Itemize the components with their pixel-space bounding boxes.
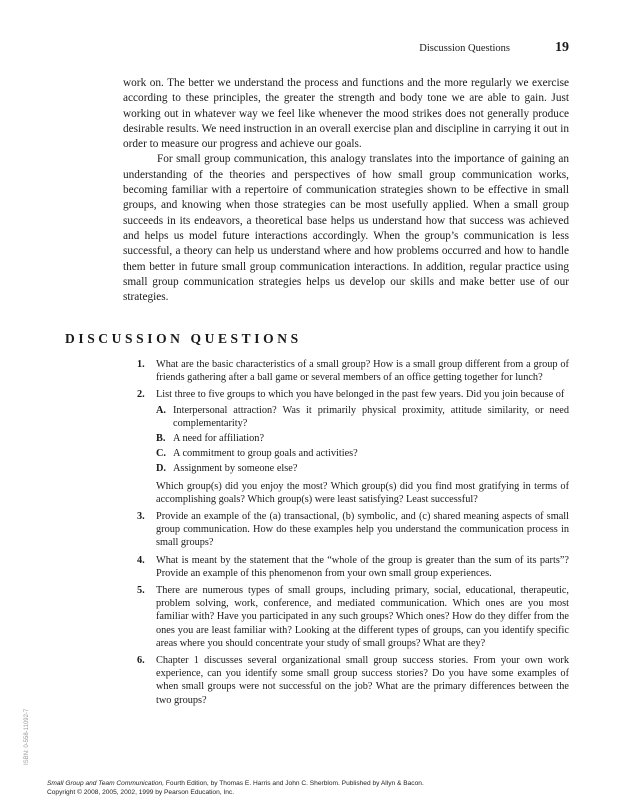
question-list — [137, 358, 569, 711]
footer-citation: Fourth Edition, by Thomas E. Harris and John C. Sherblom. Published by Allyn & Bacon. — [164, 780, 424, 787]
sub-item-letter: D. — [156, 463, 167, 475]
question-number: 3. — [137, 511, 145, 523]
section-heading: DISCUSSION QUESTIONS — [65, 331, 302, 346]
question-number: 4. — [137, 554, 145, 566]
sub-item — [156, 462, 569, 475]
sub-item-text: Interpersonal attraction? Was it primarily physical proximity, attitude similarity, or need complementarity? — [173, 404, 569, 429]
running-header — [0, 40, 617, 56]
sub-item-letter: A. — [156, 404, 167, 416]
page-number: 19 — [555, 40, 569, 55]
isbn-side-note: ISBN: 0-558-11092-7 — [24, 708, 30, 765]
footer-copyright: Copyright © 2008, 2005, 2002, 1999 by Pearson Education, Inc. — [47, 788, 235, 796]
copyright-footer — [47, 780, 424, 797]
question-item — [137, 388, 569, 506]
question-follow-up: Which group(s) did you enjoy the most? Which group(s) did you find most gratifying in terms of accomplishing goals? Which group(s) were least satisfying? Least successful? — [156, 480, 569, 505]
footer-book-title: Small Group and Team Communication, — [47, 780, 165, 787]
question-text: What are the basic characteristics of a small group? How is a small group different from a group of friends gathering after a ball game or several members of an office getting together for lunch? — [156, 359, 569, 384]
question-number: 2. — [137, 389, 145, 401]
body-paragraph-2: For small group communication, this analogy translates into the importance of gaining an understanding of the theories and perspectives of how small group communication works, becoming familiar with a repertoire of communication strategies shown to be effective in small groups, and knowing when those strategies can be most usefully applied. When a small group succeeds in its endeavors, a theoretical base helps us understand how that success was achieved and helps us model future interactions accordingly. When the group’s communication is less successful, a theory can help us understand where and how problems occurred and how to handle them better in future small group communication interactions. In addition, regular practice using small group communication strategies helps us develop our skills and make better use of our strategies. — [123, 153, 569, 304]
sub-item-text: A need for affiliation? — [173, 433, 265, 445]
sub-item — [156, 447, 569, 460]
sub-item — [156, 432, 569, 445]
question-number: 1. — [137, 359, 145, 370]
question-text: List three to five groups to which you have belonged in the past few years. Did you join because of — [156, 389, 565, 401]
sub-item-text: A commitment to group goals and activities? — [173, 448, 358, 460]
question-item — [137, 654, 569, 707]
question-text: There are numerous types of small groups, including primary, social, educational, therapeutic, problem solving, work, conference, and mediated communication. Which ones are you most familiar with? Have you participated in any such groups? Which ones? How do they differ from the ones you are least familiar with? Looking at the different types of groups, can you identify specific areas where you should concentrate your study of small groups? What are they? — [156, 585, 569, 649]
question-item — [137, 510, 569, 550]
sub-item-text: Assignment by someone else? — [173, 463, 298, 475]
question-item — [137, 554, 569, 580]
question-item — [137, 358, 569, 384]
question-item — [137, 584, 569, 650]
question-number: 5. — [137, 585, 145, 597]
body-text — [123, 76, 569, 305]
question-text: Provide an example of the (a) transactional, (b) symbolic, and (c) shared meaning aspects of small group communication. How do these examples help you understand the communication process in small groups? — [156, 511, 569, 549]
question-number: 6. — [137, 655, 145, 667]
sub-item-letter: B. — [156, 433, 166, 445]
question-text: Chapter 1 discusses several organizational small group success stories. From your own work experience, can you identify some small group success stories? Do you have some examples of when small groups were not successful on the job? What are the primary differences between the two groups? — [156, 655, 569, 706]
sub-item — [156, 404, 569, 430]
running-header-title: Discussion Questions — [419, 43, 510, 54]
question-text: What is meant by the statement that the “whole of the group is greater than the sum of its parts”? Provide an example of this phenomenon from your own small group experiences. — [156, 554, 569, 579]
footer-citation-line — [47, 780, 424, 789]
sub-item-letter: C. — [156, 448, 167, 460]
body-paragraph-1: work on. The better we understand the process and functions and the more regularly we exercise according to these principles, the greater the strength and body tone we are able to gain. Just working out in whatever way we feel like whenever the mood strikes does not generally produce desirable results. We need instruction in an overall exercise plan and discipline in carrying it out in order to measure our progress and achieve our goals. — [123, 77, 569, 151]
